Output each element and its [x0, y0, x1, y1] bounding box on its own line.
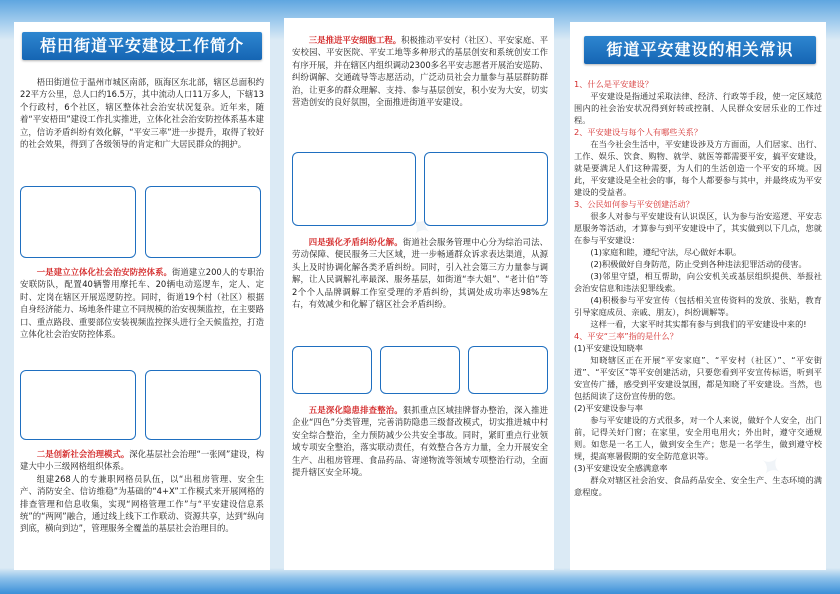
section-1 [20, 266, 264, 340]
photo-placeholder [145, 186, 261, 258]
photo-placeholder [424, 152, 548, 226]
faq-answer-3-item-1: (1)家庭和睦，遵纪守法，尽心做好本职。 [590, 247, 742, 257]
faq-answer-2: 在当今社会生活中，平安建设涉及方方面面，人们居家、出行、工作、娱乐、饮食、购物、就学、就医等都需要平安，搞平安建设，就是要满足人们这种需要，为人们的生活创造一个平安的环境。因此，平安建设是全社会的事，每个人都要参与其中，并最终成为平安建设的受益者。 [574, 139, 822, 197]
faq-answer-3-tail: 这样一看，大家平时其实都有参与到我们的平安建设中来的! [590, 319, 807, 329]
bottom-gradient-band [0, 568, 840, 594]
section-5-body: 狠抓重点区域挂牌督办整治，深入推进企业“四色”分类管理，完善消防隐患三级督改模式，切实推进城中村安全综合整治，全力预防减少公共安全事故。同时，紧盯重点行业领域专项安全整治，落实联动责任，有效整合各方力量，全力开展安全生产、出租房管理、食品药品、寄递物流等领域专项整治行动，全面提升辖区安全环境。 [292, 405, 549, 478]
faq-question-4: 4、平安“三率”指的是什么？ [574, 331, 678, 341]
photo-placeholder [292, 152, 416, 226]
section-4-heading: 四是强化矛盾纠纷化解。 [308, 237, 403, 247]
photo-placeholder [20, 186, 136, 258]
rate-2-heading: (2)平安建设参与率 [574, 403, 643, 413]
faq-question-2: 2、平安建设与每个人有哪些关系？ [574, 127, 703, 137]
section-5-heading: 五是深化隐患排查整治。 [308, 405, 403, 415]
section-2-body-2: 组建268人的专兼职网格员队伍，以“出租房管理、安全生产、消防安全、信访维稳”为基础的“4+X”工作模式来开展网格的排查管理和信息收集，实现“网格管理工作”与“平安建设信息系统”的“两网”融合，通过线上线下工作联动、资源共享，达到“纵向到底，横向到边”，管理服务全覆盖的基层社会治理目的。 [20, 473, 264, 534]
section-3-body: 积极推动平安村（社区）、平安家庭、平安校园、平安医院、平安工地等多种形式的基层创安和系统创安工作有序开展，并在辖区内组织调动2300多名平安志愿者开展治安巡防、纠纷调解、交通疏导等志愿活动，广泛动员社会力量参与基层群防群治，让更多的群众理解、支持、参与基层创安，积小安为大安，切实营造创安的良好氛围，全面推进街道平安建设。 [292, 35, 548, 108]
photo-placeholder [380, 346, 460, 394]
section-2 [20, 448, 264, 535]
section-4 [292, 236, 548, 310]
photo-placeholder [20, 370, 136, 440]
section-4-body: 街道社会服务管理中心分为综治司法、劳动保障、便民服务三大区域，进一步畅通群众诉求表达渠道，从源头上及时协调化解各类矛盾纠纷。同时，引入社会第三方力量参与调解，让人民调解礼率最深、服务基层，如街道“李大姐”、“老计伯”等2个个人品牌调解工作室受理的矛盾纠纷，其调处成功率达98%左右，有效减少和化解了辖区社会矛盾纠纷。 [292, 237, 549, 310]
faq-section [574, 78, 822, 498]
faq-answer-3-item-2: (2)积极做好自身防范，防止受到各种违法犯罪活动的侵害。 [590, 259, 807, 269]
photo-placeholder [292, 346, 372, 394]
section-3-heading: 三是推进平安细胞工程。 [308, 35, 402, 45]
section-1-heading: 一是建立立体化社会治安防控体系。 [36, 267, 172, 277]
intro-text [20, 76, 264, 150]
section-2-heading: 二是创新社会治理模式。 [36, 449, 130, 459]
section-2-body-1: 深化基层社会治理“一张网”建设，构建大中小三级网格组织体系。 [20, 449, 264, 472]
right-panel-title: 街道平安建设的相关常识 [584, 36, 816, 64]
rate-3-body: 群众对辖区社会治安、食品药品安全、安全生产、生态环境的满意程度。 [574, 475, 822, 497]
faq-answer-3-item-4: (4)积极参与平安宣传（包括相关宣传资料的发放、张贴，教育引导家庭成员、亲戚、朋友），纠纷调解等。 [574, 295, 822, 317]
rate-1-heading: (1)平安建设知晓率 [574, 343, 643, 353]
rate-3-heading: (3)平安建设安全感满意率 [574, 463, 668, 473]
section-3 [292, 34, 548, 108]
faq-question-3: 3、公民如何参与平安创建活动？ [574, 199, 694, 209]
section-1-body: 街道建立200人的专职治安联防队，配置40辆警用摩托车、20辆电动巡逻车，定人、定时、定岗在辖区开展巡逻防控。同时，街道19个村（社区）根据自身经济能力、场地条件建立不同规模的治安视频监控，在主要路口、重点路段、重要部位安装视频监控探头进行全天候监控，打造立体化社会治安防控体系。 [20, 267, 264, 340]
faq-answer-3-lead: 很多人对参与平安建设有认识误区，认为参与治安巡逻、平安志愿服务等活动，才算参与到平安建设中了，其实做到以下几点，您就在参与平安建设： [574, 211, 822, 245]
intro-paragraph: 梧田街道位于温州市城区南部，瓯海区东北部，辖区总面积约22平方公里，总人口约16.5万，其中流动人口11万多人，下辖13个行政村，6个社区，辖区整体社会治安状况复杂。近年来，随着“平安梧田”建设工作扎实推进，立体化社会治安防控体系基本建立，信访矛盾纠纷有效化解，“平安三率”进一步提升，取得了较好的社会效果，得到了各级领导的肯定和广大居民群众的拥护。 [20, 77, 264, 150]
photo-placeholder [468, 346, 548, 394]
left-panel-title: 梧田街道平安建设工作简介 [22, 32, 262, 60]
faq-question-1: 1、什么是平安建设？ [574, 79, 653, 89]
faq-answer-1: 平安建设是指通过采取法律、经济、行政等手段，使一定区域范围内的社会治安状况得到好转或控制、人民群众安居乐业的工作过程。 [574, 91, 822, 125]
faq-answer-3-item-3: (3)邻里守望，相互帮助，向公安机关或基层组织提供、举报社会治安信息和违法犯罪线索。 [574, 271, 822, 293]
rate-2-body: 参与平安建设的方式很多，对一个人来说，做好个人安全，出门前，记得关好门窗；在家里，安全用电用火；外出时，遵守交通规则。如您是一名工人，做到安全生产；您是一名学生，做到遵守校规，提高寒暑假期的安全防范意识等。 [574, 415, 822, 461]
section-5 [292, 404, 548, 478]
rate-1-body: 知晓辖区正在开展“平安家庭”、“平安村（社区）”、“平安街道”、“平安区”等平安创建活动，只要您看到平安宣传标语，听到平安宣传广播，感受到平安建设氛围，都是知晓了平安建设。当然，也包括阅读了这份宣传册的您。 [574, 355, 822, 401]
photo-placeholder [145, 370, 261, 440]
